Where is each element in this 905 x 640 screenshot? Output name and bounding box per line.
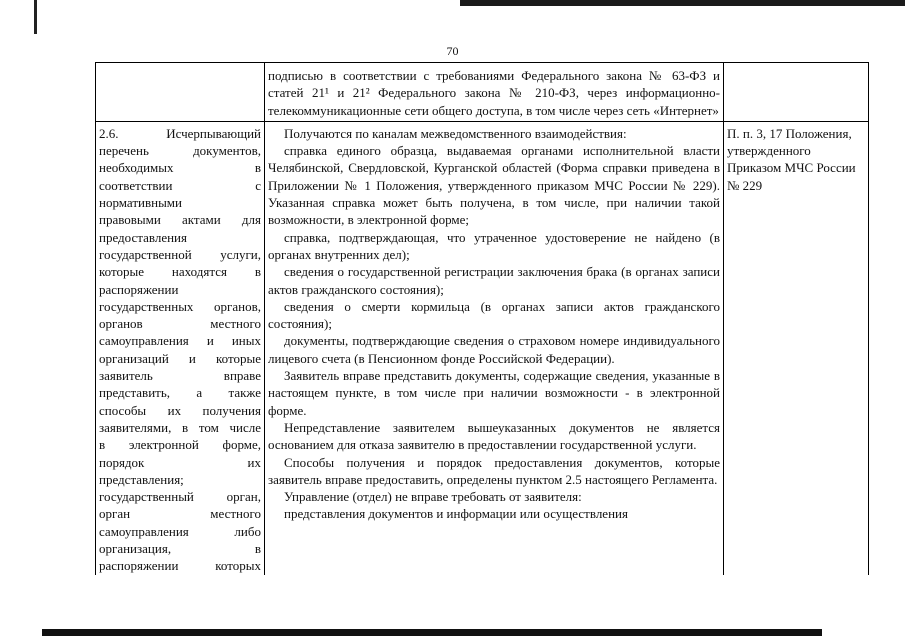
title-line: способы их получения — [99, 402, 261, 418]
content-paragraph: Управление (отдел) не вправе требовать от заявителя: — [284, 489, 582, 505]
continuation-row — [96, 63, 869, 122]
content-paragraph: документы, подтверждающие сведения о страховом номере индивидуального лицевого счета (в Пенсионном фонде Российской Федерации). — [268, 333, 720, 366]
title-line: соответствии с — [99, 177, 261, 193]
title-line: представить, а также — [99, 385, 261, 401]
title-line: 2.6. Исчерпывающий — [99, 125, 261, 141]
title-line: самоуправления либо — [99, 523, 261, 539]
content-paragraph: сведения о государственной регистрации заключения брака (в органах записи актов гражданского состояния); — [268, 264, 720, 297]
title-line: государственных органов, — [99, 298, 261, 314]
title-line: распоряжении — [99, 281, 179, 297]
title-line: органов местного — [99, 316, 261, 332]
title-line: организаций и которые — [99, 350, 261, 366]
title-line: необходимых в — [99, 160, 261, 176]
row-2-6 — [96, 121, 869, 574]
content-paragraph: сведения о смерти кормильца (в органах записи актов гражданского состояния); — [268, 298, 720, 332]
row-2-6-basis-cell — [724, 121, 869, 574]
content-paragraph: Непредставление заявителем вышеуказанных документов не является основанием для отказа заявителю в предоставлении государственной услуги. — [268, 419, 720, 453]
title-line: орган местного — [99, 506, 261, 522]
legal-basis-text: П. п. 3, 17 Положения, утвержденного Приказом МЧС России № 229 — [727, 125, 856, 193]
row-2-6-content-cell — [265, 121, 724, 574]
content-paragraph: Заявитель вправе представить документы, содержащие сведения, указанные в настоящем пункте, в том числе при наличии возможности - в электронной форме. — [268, 368, 720, 418]
continuation-text: подписью в соответствии с требованиями Федерального закона № 63-ФЗ и статей 21¹ и 21² Федерального закона № 210-ФЗ, через информационно-телекоммуникационные сети общего доступа, в том числе через сеть «Интернет» — [268, 68, 720, 118]
title-line: организация, в — [99, 541, 261, 557]
title-line: представления; — [99, 471, 184, 487]
regulation-table — [95, 62, 869, 575]
title-line: государственный орган, — [99, 489, 261, 505]
content-paragraph: представления документов и информации или осуществления — [284, 506, 628, 522]
continuation-cell-1 — [96, 63, 265, 122]
title-line: в электронной форме, — [99, 437, 261, 453]
title-line: заявителями, в том числе — [99, 419, 261, 435]
content-paragraph: Способы получения и порядок предоставления документов, которые заявитель вправе предоставить, определены пунктом 2.5 настоящего Регламента. — [268, 454, 720, 487]
scan-edge-left — [34, 0, 37, 34]
title-line: государственной услуги, — [99, 246, 261, 262]
title-line: нормативными — [99, 195, 182, 211]
title-line: порядок их — [99, 454, 261, 470]
title-line: распоряжении которых — [99, 558, 261, 574]
title-line: которые находятся в — [99, 264, 261, 280]
scan-edge-top — [460, 0, 905, 6]
content-paragraph: справка единого образца, выдаваемая органами исполнительной власти Челябинской, Свердловской, Курганской областей (Форма справки приведена в Приложении № 1 Положения, утвержденного приказом МЧС России № 229). Указанная справка может быть получена, в том числе, при наличии такой возможности, в электронной форме; — [268, 143, 720, 228]
page-number: 70 — [446, 44, 459, 58]
continuation-cell-2 — [265, 63, 724, 122]
title-line: заявитель вправе — [99, 368, 261, 384]
title-line: перечень документов, — [99, 143, 261, 159]
continuation-cell-3 — [724, 63, 869, 122]
row-2-6-title-cell — [96, 121, 265, 574]
content-paragraph: справка, подтверждающая, что утраченное удостоверение не найдено (в органах внутренних дел); — [268, 229, 720, 262]
title-line: правовыми актами для — [99, 212, 261, 228]
content-paragraph: Получаются по каналам межведомственного взаимодействия: — [284, 125, 627, 141]
title-line: предоставления — [99, 229, 187, 245]
scan-edge-bottom — [42, 629, 822, 636]
title-line: самоуправления и иных — [99, 333, 261, 349]
